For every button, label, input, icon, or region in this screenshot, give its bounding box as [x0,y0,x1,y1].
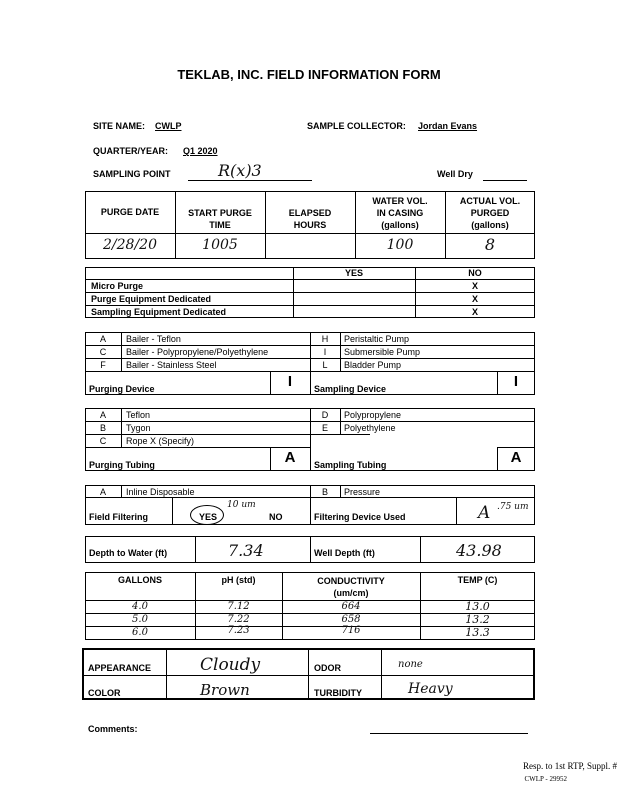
device-code-a: A [99,334,106,344]
tubing-tygon: Tygon [126,423,151,433]
yes-circle-mark [190,505,224,525]
device-code-c: C [99,347,107,357]
water-vol-header: WATER VOL. IN CASING (gallons) [372,196,428,230]
purging-tubing-value: A [284,449,296,466]
tubing-code-a: A [99,410,106,420]
device-peristaltic-pump: Peristaltic Pump [344,334,410,344]
purge-date-header: PURGE DATE [100,207,160,217]
reading-2-ph: 7.22 [227,614,250,625]
tubing-code-e: E [321,423,328,433]
purge-equipment-label: Purge Equipment Dedicated [91,294,212,304]
reading-1-gallons: 4.0 [132,601,148,612]
reading-2-gallons: 5.0 [132,614,148,625]
filter-code-b: B [321,487,328,497]
sampling-point-underline [188,180,312,181]
appearance-label: APPEARANCE [88,663,152,673]
filter-size-note: 10 um [227,500,256,510]
filtering-device-label: Filtering Device Used [314,512,406,522]
turbidity-label: TURBIDITY [314,688,362,698]
micro-purge-label: Micro Purge [91,281,144,291]
reading-2-temp: 13.2 [465,613,490,626]
purging-device-label: Purging Device [89,384,155,394]
filter-pressure: Pressure [344,487,381,497]
form-title: TEKLAB, INC. FIELD INFORMATION FORM [177,67,441,82]
device-code-l: L [322,360,328,370]
reading-3-gallons: 6.0 [132,627,148,638]
purging-tubing-label: Purging Tubing [89,460,155,470]
no-header: NO [468,268,482,278]
field-filtering-yes: YES [199,512,218,522]
filter-inline-disposable: Inline Disposable [126,487,195,497]
device-bailer-poly: Bailer - Polypropylene/Polyethylene [126,347,269,357]
start-purge-time-value: 1005 [202,237,238,253]
sampling-equipment-no: X [471,307,478,317]
sampling-point-label: SAMPLING POINT [93,169,171,179]
sampling-point-value: R(x)3 [218,161,262,180]
color-label: COLOR [88,688,121,698]
reading-3-ph: 7.23 [227,625,250,636]
quarter-year-label: QUARTER/YEAR: [93,146,169,156]
tubing-teflon: Teflon [126,410,151,420]
tubing-rope: Rope X (Specify) [126,436,195,446]
depth-to-water-label: Depth to Water (ft) [89,548,168,558]
sampling-tubing-value: A [510,449,522,466]
sampling-device-value: I [513,373,519,390]
sampling-device-label: Sampling Device [314,384,387,394]
site-name-value: CWLP [155,121,182,131]
well-depth-value: 43.98 [456,541,502,560]
conductivity-header: CONDUCTIVITY (um/cm) [317,576,385,598]
actual-vol-value: 8 [484,235,496,254]
tubing-code-b: B [99,423,106,433]
well-dry-underline [483,180,527,181]
sampling-tubing-label: Sampling Tubing [314,460,387,470]
yes-header: YES [344,268,363,278]
depth-to-water-value: 7.34 [228,541,264,560]
purging-device-value: I [287,373,293,390]
odor-value: none [398,659,423,670]
purge-equipment-no: X [471,294,478,304]
odor-label: ODOR [314,663,341,673]
sample-collector-value: Jordan Evans [418,121,478,131]
tubing-polypropylene: Polypropylene [344,410,402,420]
reading-1-conductivity: 664 [341,601,361,612]
device-bailer-steel: Bailer - Stainless Steel [126,360,217,370]
purge-date-value: 2/28/20 [103,237,157,253]
field-filtering-label: Field Filtering [89,512,149,522]
tubing-code-c: C [99,436,107,446]
appearance-value: Cloudy [200,655,261,675]
well-depth-label: Well Depth (ft) [314,548,375,558]
device-code-h: H [321,334,329,344]
filtering-device-value: A [478,503,491,523]
ph-header: pH (std) [221,575,256,585]
device-code-f: F [100,360,106,370]
elapsed-hours-header: ELAPSED HOURS [288,208,332,230]
color-value: Brown [200,681,250,699]
reading-3-conductivity: 716 [341,625,361,636]
reading-2-conductivity: 658 [341,614,361,625]
gallons-header: GALLONS [118,575,162,585]
footer-page-id: CWLP - 29952 [524,775,567,783]
device-code-i: I [323,347,327,357]
start-purge-time-header: START PURGE TIME [188,208,252,230]
filter-code-a: A [99,487,106,497]
footer-response-note: Resp. to 1st RTP, Suppl. # [523,761,617,771]
turbidity-value: Heavy [408,681,453,697]
sample-collector-label: SAMPLE COLLECTOR: [307,121,406,131]
temp-header: TEMP (C) [457,575,498,585]
tubing-code-d: D [321,410,329,420]
actual-vol-header: ACTUAL VOL. PURGED (gallons) [459,196,521,230]
sampling-equipment-label: Sampling Equipment Dedicated [91,307,227,317]
reading-1-temp: 13.0 [465,600,490,613]
well-dry-label: Well Dry [437,169,473,179]
site-name-label: SITE NAME: [93,121,146,131]
filtering-device-note: .75 um [497,502,529,512]
reading-3-temp: 13.3 [465,626,490,639]
quarter-year-value: Q1 2020 [183,146,218,156]
micro-purge-no: X [471,281,478,291]
comments-line [370,733,528,734]
reading-1-ph: 7.12 [227,601,250,612]
device-submersible-pump: Submersible Pump [344,347,421,357]
device-bladder-pump: Bladder Pump [344,360,402,370]
water-vol-value: 100 [386,237,414,253]
tubing-polyethylene: Polyethylene [344,423,396,433]
field-filtering-no: NO [269,512,283,522]
comments-label: Comments: [88,724,138,734]
device-bailer-teflon: Bailer - Teflon [126,334,181,344]
